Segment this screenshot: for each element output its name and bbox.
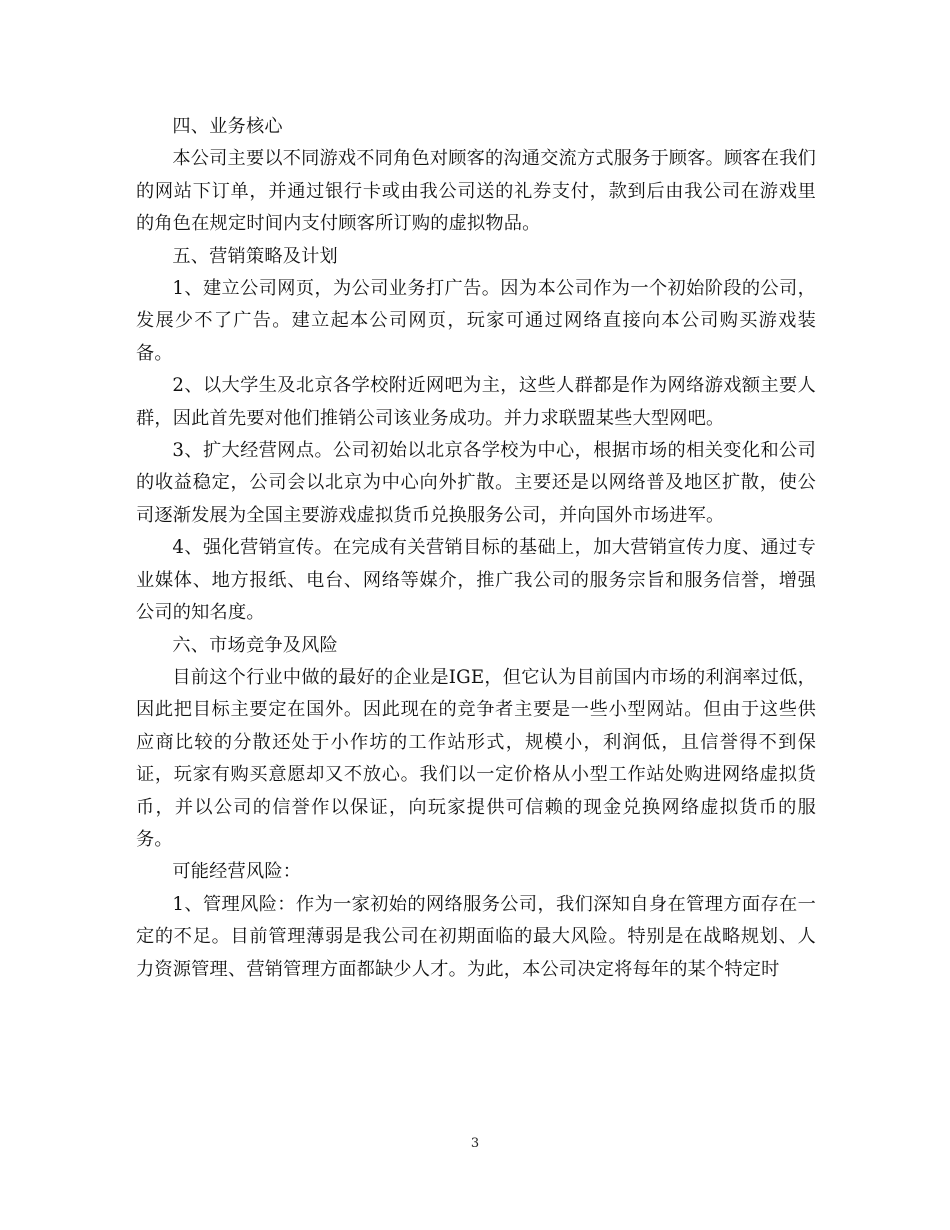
paragraph-marketing-item-1: 1、建立公司网页，为公司业务打广告。因为本公司作为一个初始阶段的公司，发展少不了广告。建立起本公司网页，玩家可通过网络直接向本公司购买游戏装备。 [136, 278, 816, 364]
page-number: 3 [470, 1136, 480, 1151]
section-heading-marketing-strategy: 五、营销策略及计划 [172, 245, 338, 267]
paragraph-marketing-item-2: 2、以大学生及北京各学校附近网吧为主，这些人群都是作为网络游戏额主要人群，因此首先要对他们推销公司该业务成功。并力求联盟某些大型网吧。 [136, 375, 816, 429]
subheading-possible-risks: 可能经营风险： [172, 861, 302, 883]
paragraph-business-core: 本公司主要以不同游戏不同角色对顾客的沟通交流方式服务于顾客。顾客在我们的网站下订单，并通过银行卡或由我公司送的礼券支付，款到后由我公司在游戏里的角色在规定时间内支付顾客所订购的虚拟物品。 [136, 148, 816, 235]
section-heading-business-core: 四、业务核心 [172, 116, 283, 137]
paragraph-competition: 目前这个行业中做的最好的企业是IGE，但它认为目前国内市场的利润率过低，因此把目标主要定在国外。因此现在的竞争者主要是一些小型网站。但由于这些供应商比较的分散还处于小作坊的工作站形式，规模小，利润低，且信誉得不到保证，玩家有购买意愿却又不放心。我们以一定价格从小型工作站处购进网络虚拟货币，并以公司的信誉作以保证，向玩家提供可信赖的现金兑换网络虚拟货币的服务。 [136, 666, 816, 850]
document-body [136, 111, 816, 986]
paragraph-marketing-item-4: 4、强化营销宣传。在完成有关营销目标的基础上，加大营销宣传力度、通过专业媒体、地方报纸、电台、网络等媒介，推广我公司的服务宗旨和服务信誉，增强公司的知名度。 [136, 537, 816, 624]
paragraph-marketing-item-3: 3、扩大经营网点。公司初始以北京各学校为中心，根据市场的相关变化和公司的收益稳定，公司会以北京为中心向外扩散。主要还是以网络普及地区扩散，使公司逐渐发展为全国主要游戏虚拟货币兑换服务公司，并向国外市场进军。 [136, 440, 816, 526]
section-heading-competition-risk: 六、市场竞争及风险 [172, 634, 338, 656]
paragraph-risk-item-1: 1、管理风险：作为一家初始的网络服务公司，我们深知自身在管理方面存在一定的不足。目前管理薄弱是我公司在初期面临的最大风险。特别是在战略规划、人力资源管理、营销管理方面都缺少人才。为此，本公司决定将每年的某个特定时 [136, 893, 816, 980]
